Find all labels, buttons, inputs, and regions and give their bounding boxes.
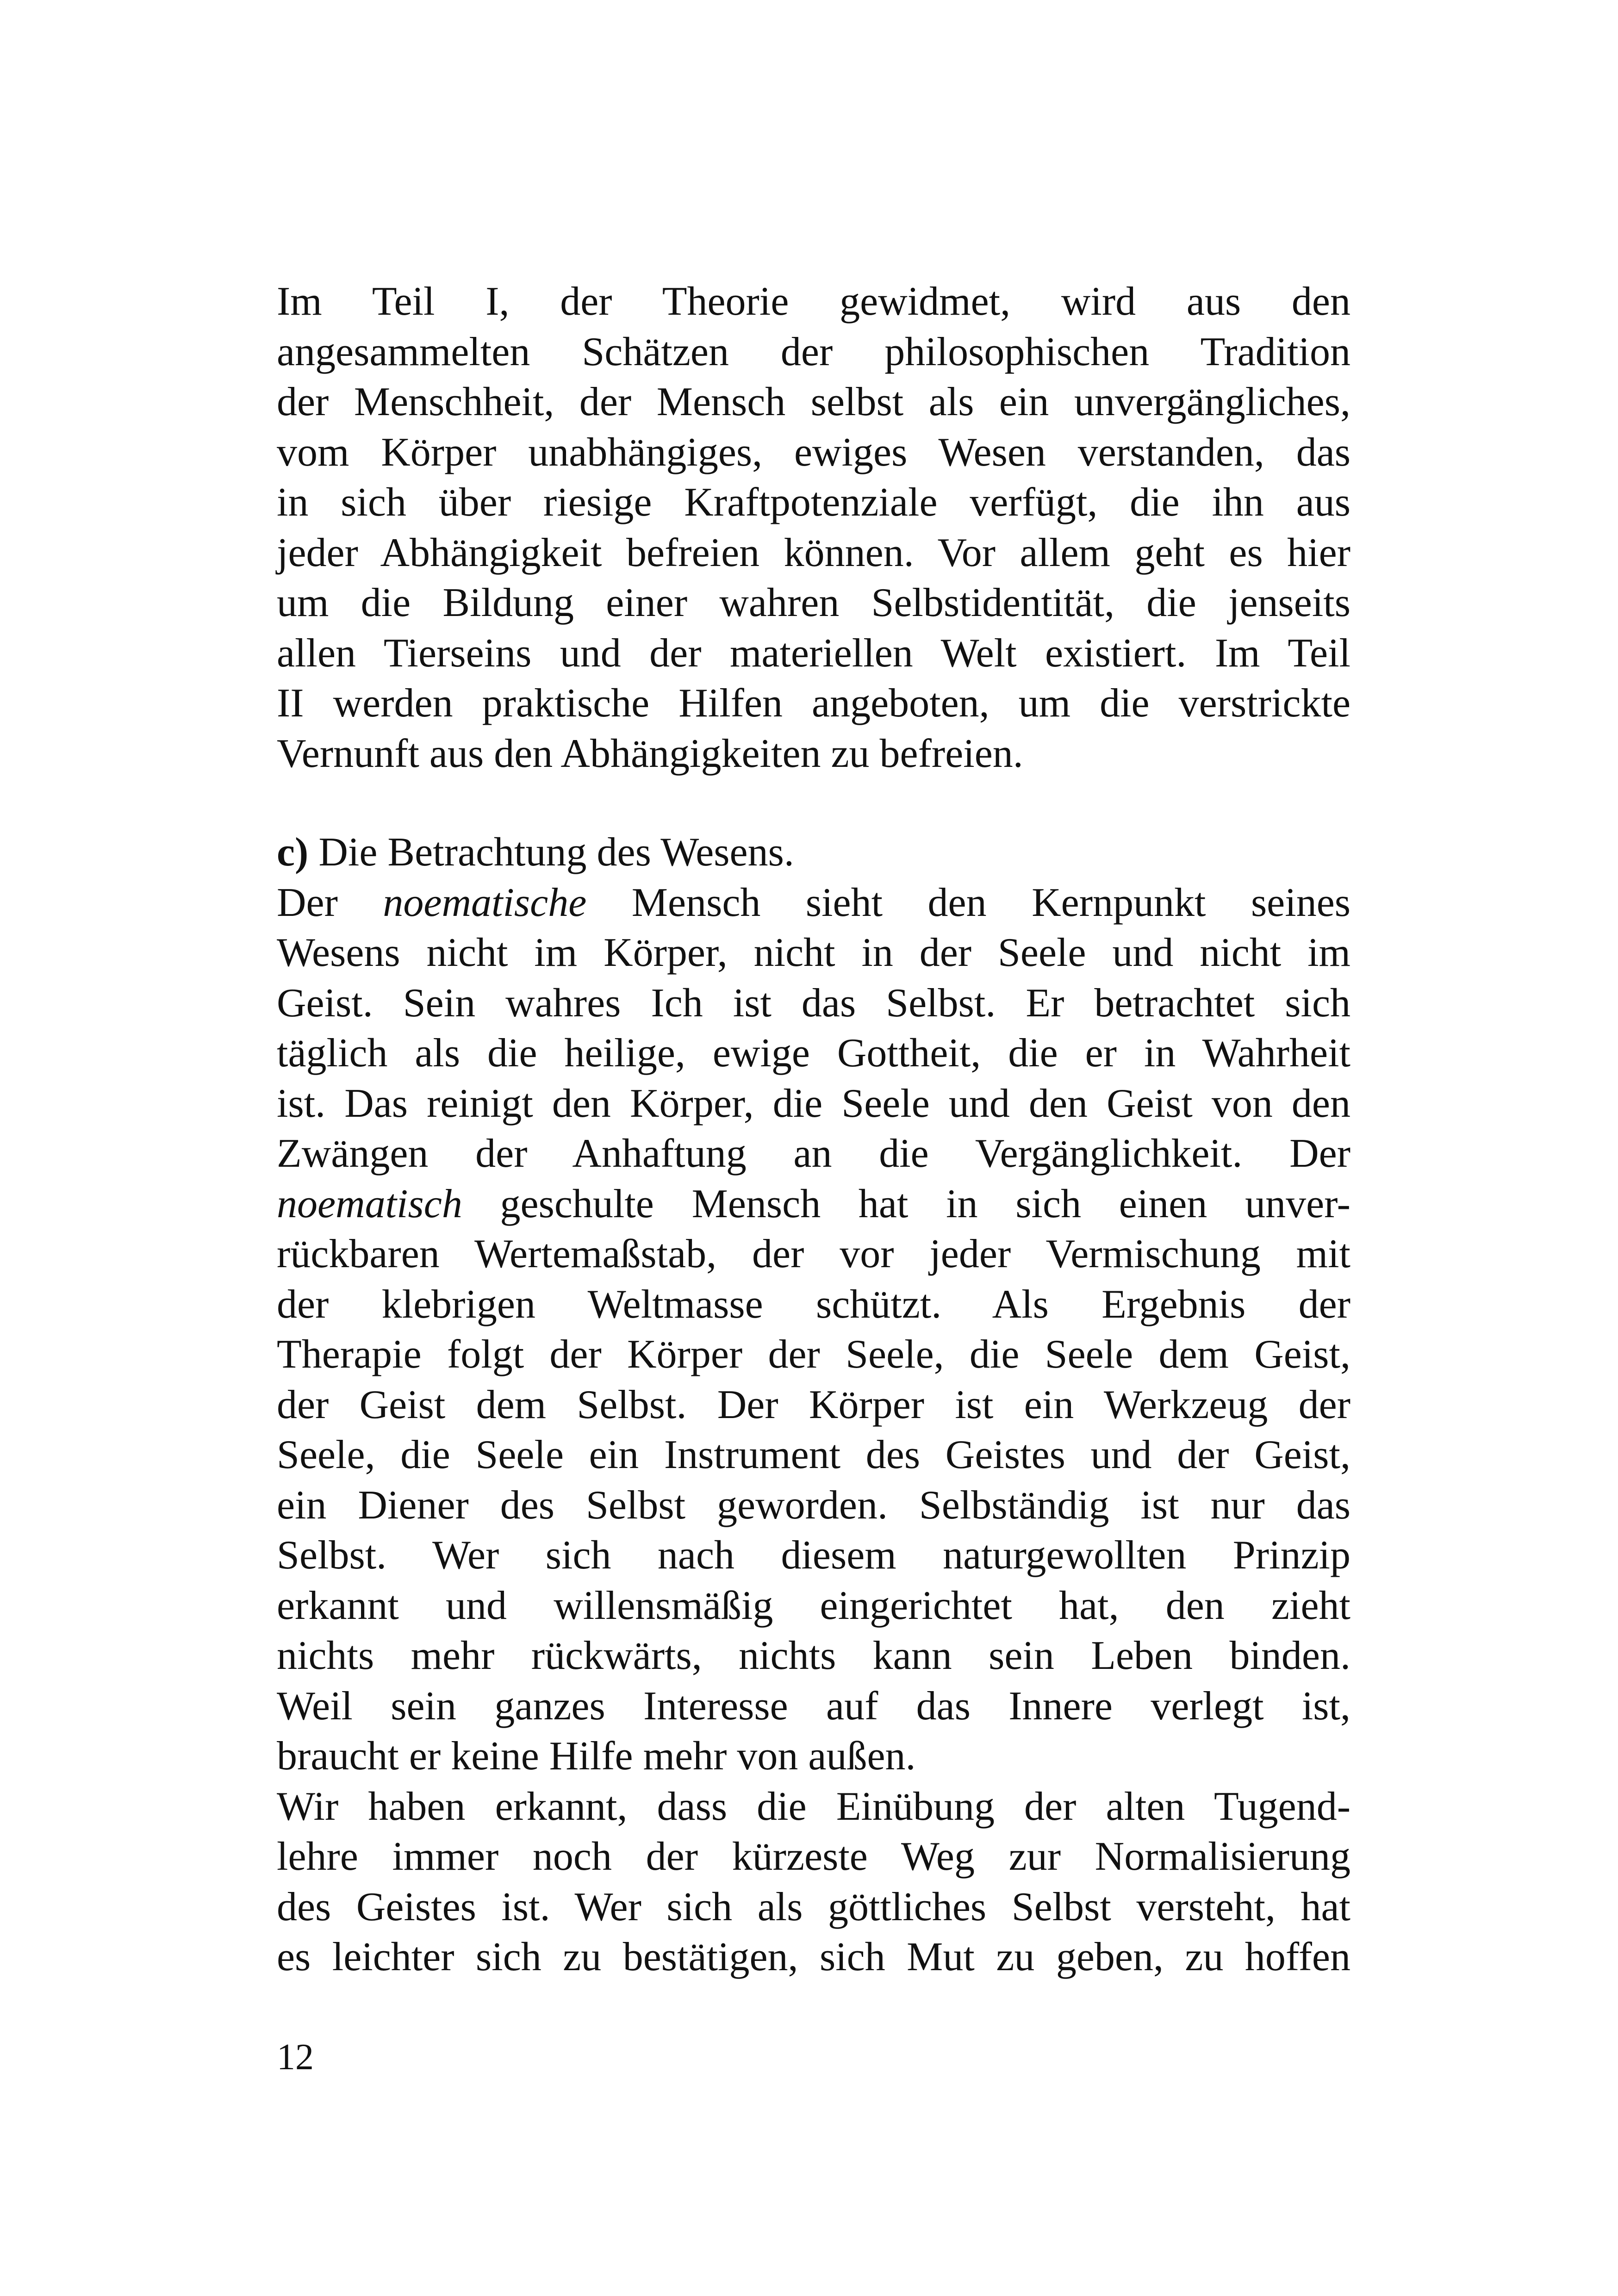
section-label: c) bbox=[277, 830, 309, 875]
text-line: täglich als die heilige, ewige Gottheit, die er in Wahrheit bbox=[277, 1031, 1350, 1076]
text-line: Geist. Sein wahres Ich ist das Selbst. Er betrachtet sich bbox=[277, 980, 1350, 1026]
text-line: Selbst. Wer sich nach diesem naturgewollten Prinzip bbox=[277, 1533, 1350, 1578]
text-line: nichts mehr rückwärts, nichts kann sein Leben binden. bbox=[277, 1633, 1350, 1678]
text-line: noematisch geschulte Mensch hat in sich einen unver- bbox=[277, 1181, 1350, 1226]
text-line: rückbaren Wertemaßstab, der vor jeder Vermischung mit bbox=[277, 1232, 1350, 1276]
text-line: Zwängen der Anhaftung an die Vergänglichkeit. Der bbox=[277, 1131, 1350, 1176]
text-line: angesammelten Schätzen der philosophischen Tradition bbox=[277, 329, 1350, 374]
text-line: vom Körper unabhängiges, ewiges Wesen verstanden, das bbox=[277, 429, 1350, 475]
text-line: der klebrigen Weltmasse schützt. Als Ergebnis der bbox=[277, 1282, 1350, 1327]
text-line: Der noematische Mensch sieht den Kernpunkt seines bbox=[277, 880, 1350, 925]
text-line: um die Bildung einer wahren Selbstidentität, die jenseits bbox=[277, 580, 1350, 625]
text-line: lehre immer noch der kürzeste Weg zur Normalisierung bbox=[277, 1834, 1350, 1879]
text-line: in sich über riesige Kraftpotenziale verfügt, die ihn aus bbox=[277, 480, 1350, 525]
text-line: Therapie folgt der Körper der Seele, die Seele dem Geist, bbox=[277, 1332, 1350, 1377]
text-line: Vernunft aus den Abhängigkeiten zu befreien. bbox=[277, 731, 1023, 776]
section-heading bbox=[277, 828, 1350, 878]
section-title: Die Betrachtung des Wesens. bbox=[308, 830, 794, 875]
section-c bbox=[277, 828, 1350, 1983]
text-line: Seele, die Seele ein Instrument des Geistes und der Geist, bbox=[277, 1432, 1350, 1477]
text-line: jeder Abhängigkeit befreien können. Vor allem geht es hier bbox=[277, 530, 1350, 575]
page-number: 12 bbox=[277, 2037, 314, 2078]
text-line: ein Diener des Selbst geworden. Selbständig ist nur das bbox=[277, 1482, 1350, 1528]
text-line: Wir haben erkannt, dass die Einübung der alten Tugend- bbox=[277, 1784, 1350, 1829]
text-line: des Geistes ist. Wer sich als göttliches Selbst versteht, hat bbox=[277, 1884, 1350, 1929]
emphasis-noematische: noematische bbox=[383, 880, 587, 925]
text-line: der Geist dem Selbst. Der Körper ist ein Werkzeug der bbox=[277, 1382, 1350, 1427]
text-line: Im Teil I, der Theorie gewidmet, wird aus den bbox=[277, 279, 1350, 324]
paragraph-teil-overview bbox=[277, 277, 1350, 779]
text-line: braucht er keine Hilfe mehr von außen. bbox=[277, 1734, 916, 1779]
text-line: der Menschheit, der Mensch selbst als ein unvergängliches, bbox=[277, 380, 1350, 424]
text-line: Weil sein ganzes Interesse auf das Innere verlegt ist, bbox=[277, 1683, 1350, 1729]
text-line: II werden praktische Hilfen angeboten, um die verstrickte bbox=[277, 681, 1350, 726]
text-line: allen Tierseins und der materiellen Welt existiert. Im Teil bbox=[277, 630, 1350, 676]
text-line: Wesens nicht im Körper, nicht in der Seele und nicht im bbox=[277, 930, 1350, 975]
text-line: ist. Das reinigt den Körper, die Seele und den Geist von den bbox=[277, 1081, 1350, 1126]
emphasis-noematisch: noematisch bbox=[277, 1181, 462, 1226]
text-line: erkannt und willensmäßig eingerichtet hat, den zieht bbox=[277, 1583, 1350, 1628]
text-line: es leichter sich zu bestätigen, sich Mut zu geben, zu hoffen bbox=[277, 1935, 1350, 1979]
